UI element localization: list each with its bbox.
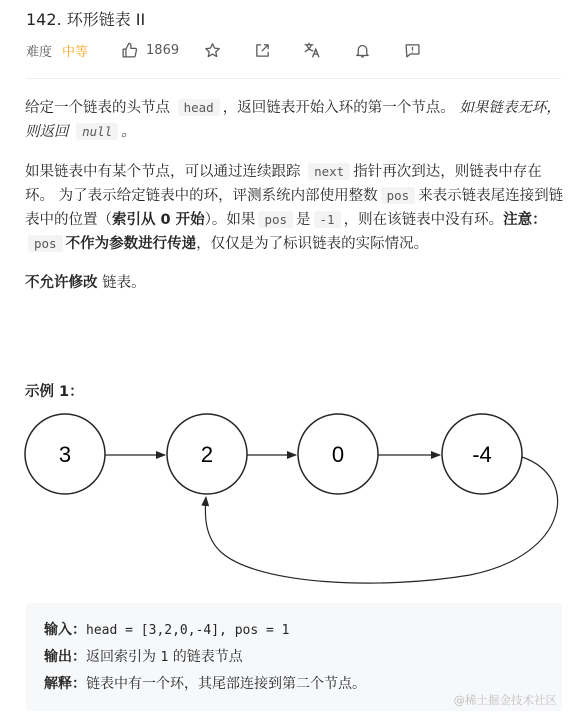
input-label: 输入：: [44, 622, 86, 638]
difficulty-label: 难度: [26, 44, 53, 60]
no-cycle-note: 如果链表无环，则返回 null 。: [25, 100, 561, 140]
description-paragraph-2: 如果链表中有某个节点，可以通过连续跟踪 next 指针再次到达，则链表中存在环。 为了表示给定链表中的环，评测系统内部使用整数 pos 来表示链表尾连接到链表中的位置（索引从 0 开始）。如果 pos 是 -1 ，则在该链表中没有环。注意：pos 不作为参数进行传递，仅仅是为了标识链表的实际情况。: [25, 164, 564, 252]
like-button[interactable]: [121, 42, 179, 59]
translate-icon: [303, 41, 321, 59]
inline-code: pos: [28, 235, 63, 252]
explain-label: 解释：: [44, 676, 86, 692]
inline-code: null: [76, 123, 118, 140]
divider: [26, 78, 561, 79]
inline-code: head: [178, 99, 220, 116]
problem-toolbar: [26, 38, 453, 62]
notification-button[interactable]: [353, 41, 371, 59]
share-button[interactable]: [253, 41, 271, 59]
list-node-value: -4: [472, 442, 492, 467]
favorite-button[interactable]: [203, 41, 221, 59]
input-value: head = [3,2,0,-4], pos = 1: [86, 623, 290, 638]
inline-code: -1: [314, 211, 341, 228]
linked-list-diagram: [0, 405, 575, 595]
problem-description: [25, 96, 565, 311]
output-code: 1: [160, 650, 169, 665]
problem-title: 142. 环形链表 II: [26, 10, 146, 29]
thumb-up-icon: [121, 42, 138, 59]
list-node-value: 2: [200, 442, 214, 467]
example-output-row: 输出：返回索引为 1 的链表节点: [44, 649, 243, 665]
inline-code: pos: [258, 211, 293, 228]
example-title: 示例 1：: [25, 384, 84, 400]
feedback-button[interactable]: [403, 41, 421, 59]
watermark: @稀土掘金技术社区: [453, 693, 557, 707]
example-input-row: [44, 617, 544, 644]
output-label: 输出：: [44, 649, 86, 665]
feedback-icon: [404, 42, 421, 59]
list-node-value: 0: [331, 442, 345, 467]
star-icon: [204, 42, 221, 59]
inline-code: pos: [381, 187, 416, 204]
difficulty-value: 中等: [62, 44, 89, 60]
like-count: 1869: [146, 42, 180, 58]
inline-code: next: [308, 163, 350, 180]
list-node-value: 3: [58, 442, 72, 467]
bell-icon: [354, 42, 371, 59]
translate-button[interactable]: [303, 41, 321, 59]
share-icon: [254, 42, 271, 59]
explain-value: 链表中有一个环，其尾部连接到第二个节点。: [86, 676, 366, 692]
description-paragraph-3: 不允许修改 链表。: [25, 275, 146, 291]
description-paragraph-1: 给定一个链表的头节点 head ，返回链表开始入环的第一个节点。 如果链表无环，则返回 null 。: [25, 100, 561, 140]
